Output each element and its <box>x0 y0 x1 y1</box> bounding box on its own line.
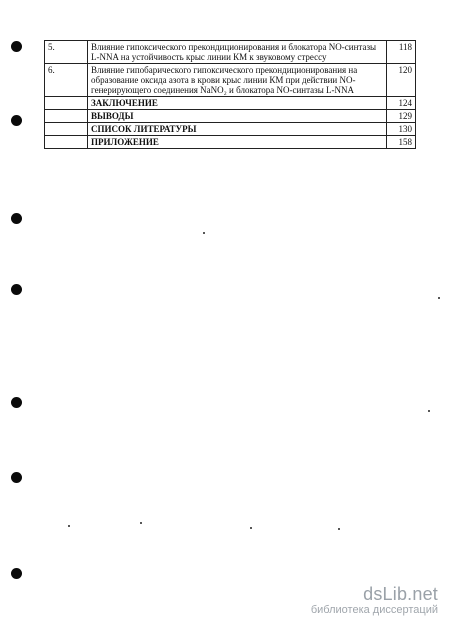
binder-hole <box>11 472 22 483</box>
scan-speck <box>428 410 430 412</box>
scan-speck <box>68 525 70 527</box>
toc-number: 6. <box>45 64 88 97</box>
binder-hole <box>11 284 22 295</box>
toc-title: Влияние гипоксического прекондиционирования и блокатора NO-синтазы L-NNA на устойчивость крыс линии КМ к звуковому стрессу <box>88 41 387 64</box>
binder-hole <box>11 115 22 126</box>
binder-hole <box>11 568 22 579</box>
watermark-logo <box>311 584 438 604</box>
toc-page: 118 <box>387 41 416 64</box>
binder-hole <box>11 41 22 52</box>
scan-speck <box>250 527 252 529</box>
watermark-subtitle: библиотека диссертаций <box>310 604 438 616</box>
toc-row <box>45 110 416 123</box>
toc-title: ЗАКЛЮЧЕНИЕ <box>88 97 387 110</box>
toc-title: СПИСОК ЛИТЕРАТУРЫ <box>88 123 387 136</box>
toc-row <box>45 64 416 97</box>
toc-page: 130 <box>387 123 416 136</box>
scan-speck <box>438 297 440 299</box>
toc-number: 5. <box>45 41 88 64</box>
toc-row <box>45 123 416 136</box>
scan-speck <box>338 528 340 530</box>
table-of-contents <box>44 40 416 149</box>
toc-page: 129 <box>387 110 416 123</box>
watermark <box>311 584 438 617</box>
toc-row <box>45 136 416 149</box>
toc-number <box>45 123 88 136</box>
scan-speck <box>203 232 205 234</box>
toc-number <box>45 110 88 123</box>
scan-speck <box>140 522 142 524</box>
toc-page: 158 <box>387 136 416 149</box>
toc-title: ВЫВОДЫ <box>88 110 387 123</box>
toc-page: 124 <box>387 97 416 110</box>
binder-hole <box>11 397 22 408</box>
toc-number <box>45 97 88 110</box>
toc-number <box>45 136 88 149</box>
binder-hole <box>11 213 22 224</box>
watermark-logo-text: dsLib.net <box>363 584 438 604</box>
toc-title: Влияние гипобарического гипоксического прекондиционирования на образование оксида азота в крови крыс линии КМ при действии NO-генерирующего соединения NaNO₂ и блокатора NO-синтазы L-NNA <box>88 64 387 97</box>
toc-page: 120 <box>387 64 416 97</box>
toc-row <box>45 97 416 110</box>
toc-title: ПРИЛОЖЕНИЕ <box>88 136 387 149</box>
toc-row <box>45 41 416 64</box>
